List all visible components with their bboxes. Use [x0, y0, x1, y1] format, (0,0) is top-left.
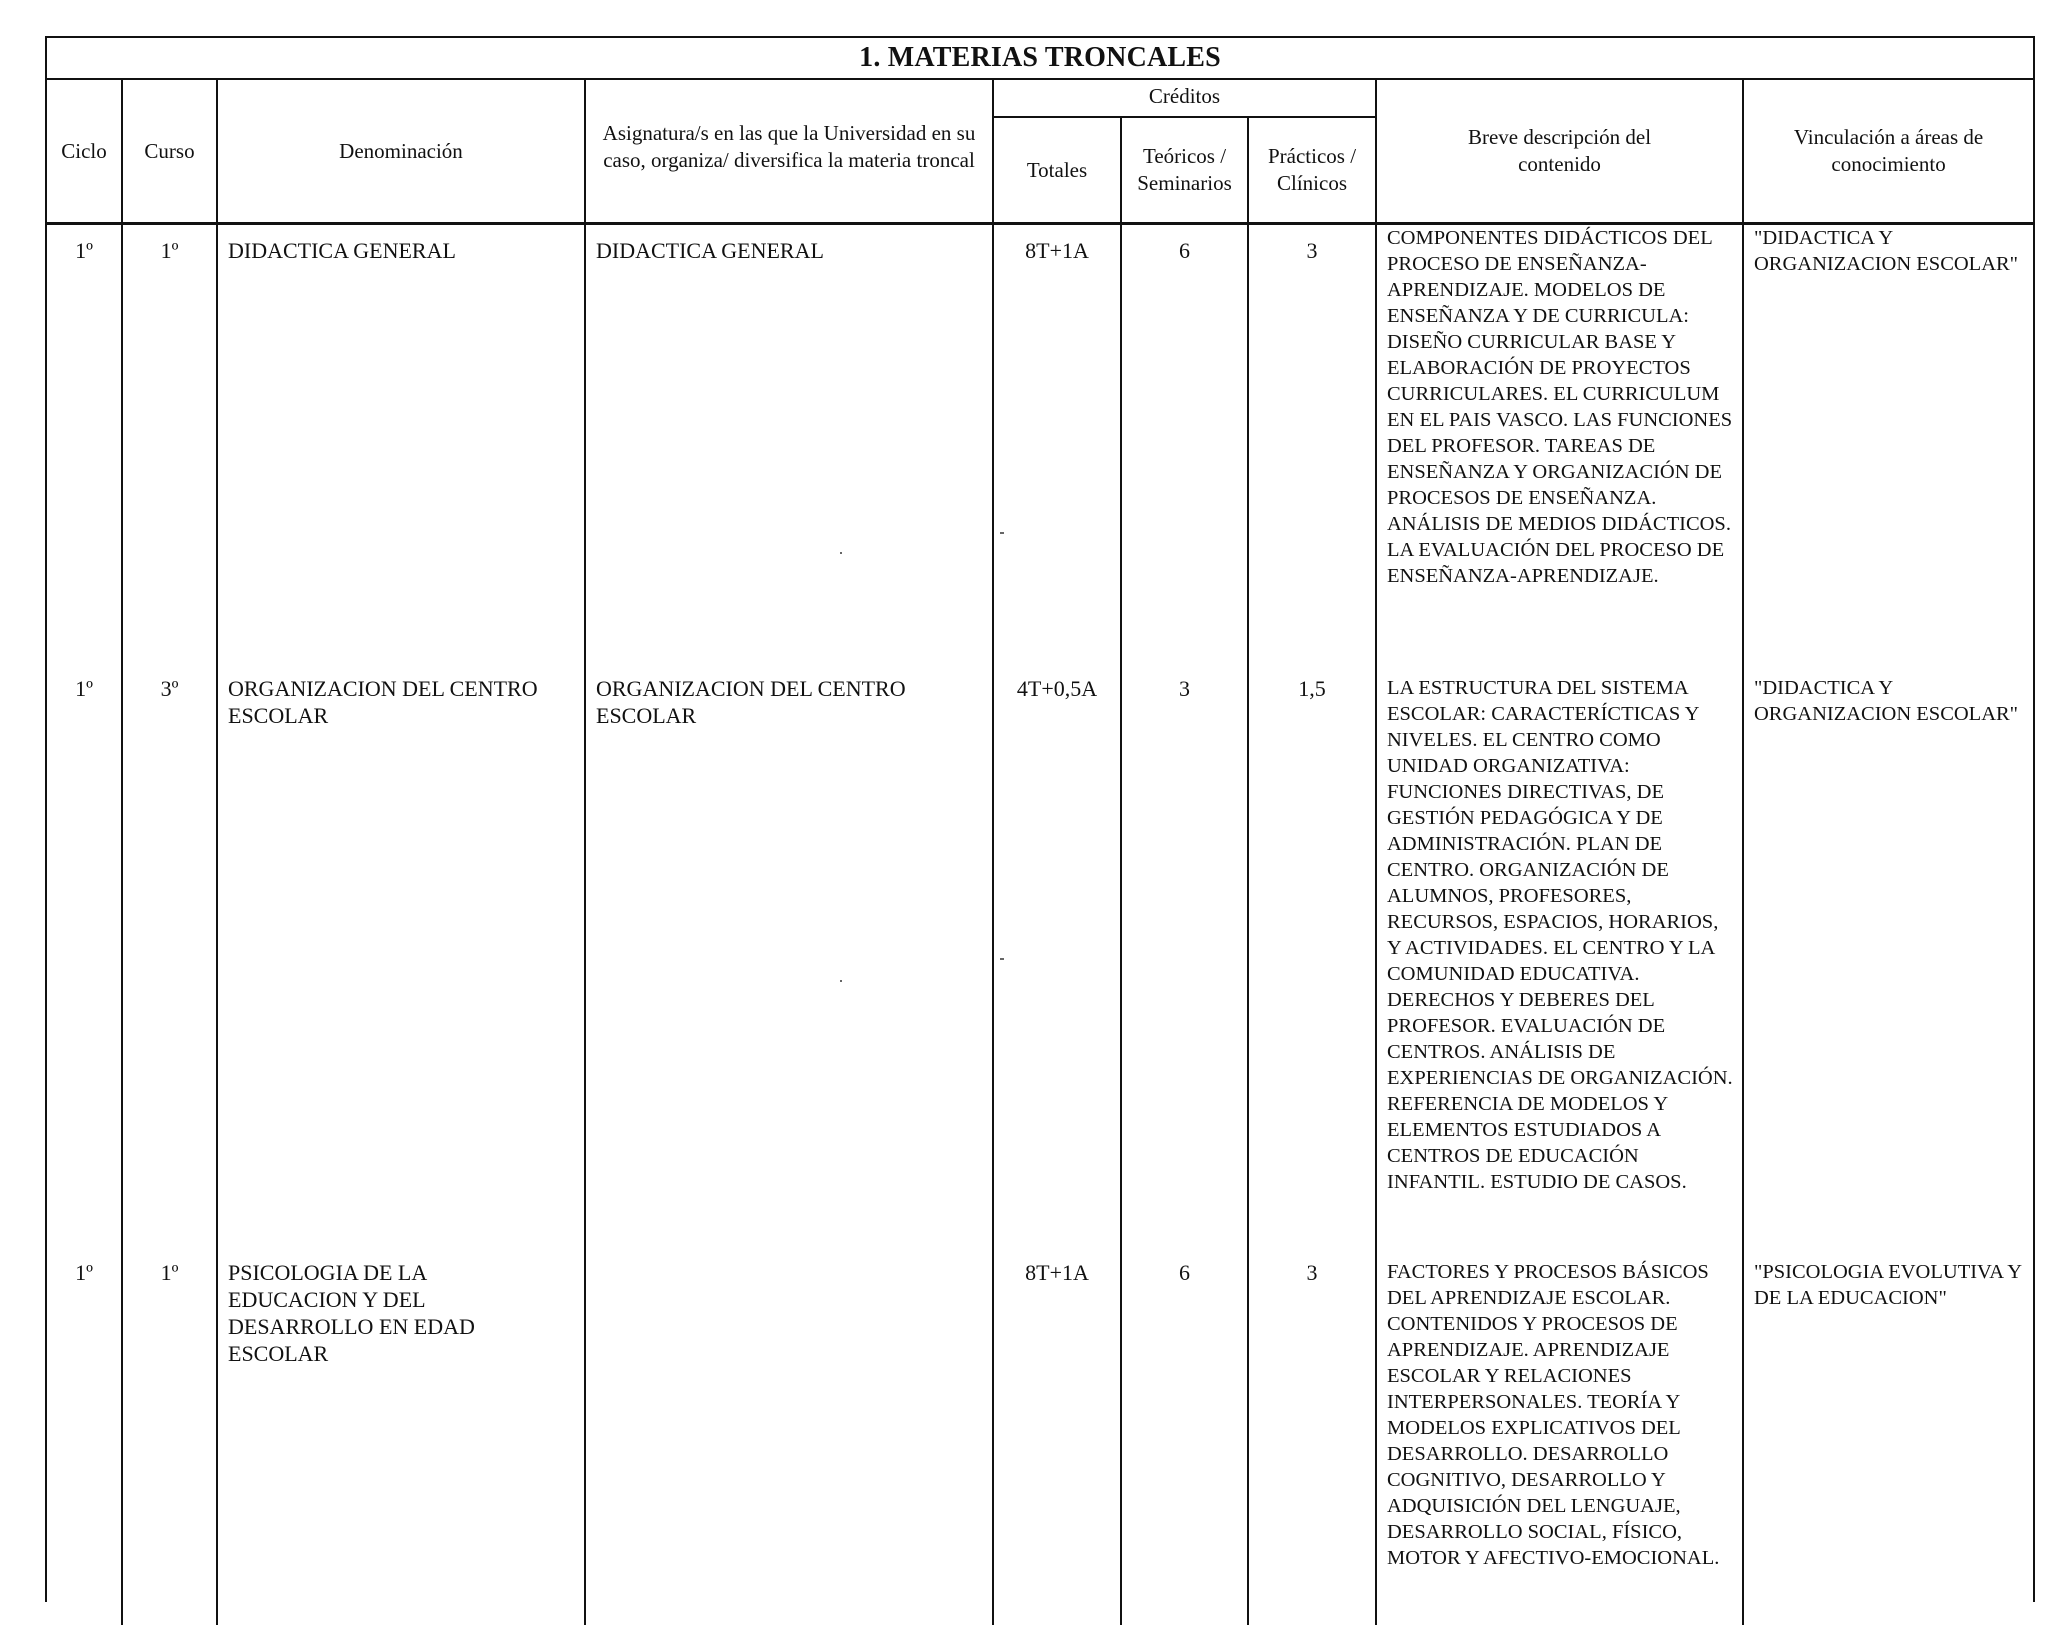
- header-curso: Curso: [122, 79, 217, 224]
- cell-curso: 3º: [122, 675, 217, 1251]
- cell-vinculacion: "DIDACTICA Y ORGANIZACION ESCOLAR": [1743, 224, 2033, 676]
- cell-practicos: 1,5: [1248, 675, 1376, 1251]
- header-descripcion: [1376, 79, 1743, 224]
- cell-descripcion: COMPONENTES DIDÁCTICOS DEL PROCESO DE ENSEÑANZA-APRENDIZAJE. MODELOS DE ENSEÑANZA Y DE CURRICULA: DISEÑO CURRICULAR BASE Y ELABORACIÓN DE PROYECTOS CURRICULARES. EL CURRICULUM EN EL PAIS VASCO. LAS FUNCIONES DEL PROFESOR. TAREAS DE ENSEÑANZA Y ORGANIZACIÓN DE PROCESOS DE ENSEÑANZA. ANÁLISIS DE MEDIOS DIDÁCTICOS. LA EVALUACIÓN DEL PROCESO DE ENSEÑANZA-APRENDIZAJE.: [1376, 224, 1743, 676]
- header-practicos: [1248, 117, 1376, 224]
- header-asignatura: [585, 79, 993, 224]
- cell-asignatura: DIDACTICA GENERAL: [585, 224, 993, 676]
- header-ciclo: Ciclo: [47, 79, 122, 224]
- table-row: [47, 1251, 2033, 1625]
- header-creditos: Créditos: [993, 79, 1376, 117]
- table-row: [47, 675, 2033, 1251]
- header-denominacion: Denominación: [217, 79, 585, 224]
- cell-totales: 8T+1A: [993, 224, 1121, 676]
- cell-practicos: 3: [1248, 1251, 1376, 1625]
- header-descripcion-text: Breve descripción del contenido: [1467, 125, 1652, 176]
- scan-speck: [840, 980, 842, 982]
- cell-curso: 1º: [122, 224, 217, 676]
- scan-speck: [1000, 532, 1004, 534]
- scan-speck: [840, 552, 842, 554]
- cell-ciclo: 1º: [75, 1260, 93, 1285]
- cell-practicos: 3: [1248, 224, 1376, 676]
- cell-vinculacion: "DIDACTICA Y ORGANIZACION ESCOLAR": [1743, 675, 2033, 1251]
- cell-totales: 8T+1A: [993, 1251, 1121, 1625]
- table-row: [47, 224, 2033, 676]
- scan-speck: [1000, 958, 1004, 960]
- cell-descripcion: FACTORES Y PROCESOS BÁSICOS DEL APRENDIZAJE ESCOLAR. CONTENIDOS Y PROCESOS DE APRENDIZAJE. APRENDIZAJE ESCOLAR Y RELACIONES INTERPERSONALES. TEORÍA Y MODELOS EXPLICATIVOS DEL DESARROLLO. DESARROLLO COGNITIVO, DESARROLLO Y ADQUISICIÓN DEL LENGUAJE, DESARROLLO SOCIAL, FÍSICO, MOTOR Y AFECTIVO-EMOCIONAL.: [1376, 1251, 1743, 1625]
- cell-vinculacion: "PSICOLOGIA EVOLUTIVA Y DE LA EDUCACION": [1743, 1251, 2033, 1625]
- cell-denominacion: DIDACTICA GENERAL: [217, 224, 585, 676]
- cell-curso: 1º: [122, 1251, 217, 1625]
- cell-teoricos: 6: [1121, 224, 1248, 676]
- cell-asignatura: [585, 1251, 993, 1625]
- materias-table: [47, 38, 2033, 1625]
- cell-ciclo: 1º: [75, 238, 93, 263]
- header-asignatura-text: Asignatura/s en las que la Universidad en su caso, organiza/ diversifica la materia troncal: [602, 121, 976, 172]
- header-vinculacion-text: Vinculación a áreas de conocimiento: [1793, 125, 1984, 176]
- header-totales: Totales: [993, 117, 1121, 224]
- table-title: 1. MATERIAS TRONCALES: [47, 38, 2033, 79]
- cell-teoricos: 3: [1121, 675, 1248, 1251]
- cell-denominacion: ORGANIZACION DEL CENTRO ESCOLAR: [217, 675, 585, 1251]
- cell-denominacion: PSICOLOGIA DE LA EDUCACION Y DEL DESARROLLO EN EDAD ESCOLAR: [217, 1251, 585, 1625]
- header-vinculacion: [1743, 79, 2033, 224]
- cell-teoricos: 6: [1121, 1251, 1248, 1625]
- cell-ciclo: 1º: [75, 676, 93, 701]
- cell-totales: 4T+0,5A: [993, 675, 1121, 1251]
- materias-troncales-sheet: [45, 36, 2035, 1602]
- header-teoricos: [1121, 117, 1248, 224]
- cell-asignatura: ORGANIZACION DEL CENTRO ESCOLAR: [585, 675, 993, 1251]
- header-teoricos-text: Teóricos / Seminarios: [1137, 144, 1232, 195]
- header-practicos-text: Prácticos / Clínicos: [1267, 144, 1357, 195]
- cell-descripcion: LA ESTRUCTURA DEL SISTEMA ESCOLAR: CARACTERÍCTICAS Y NIVELES. EL CENTRO COMO UNIDAD ORGANIZATIVA: FUNCIONES DIRECTIVAS, DE GESTIÓN PEDAGÓGICA Y DE ADMINISTRACIÓN. PLAN DE CENTRO. ORGANIZACIÓN DE ALUMNOS, PROFESORES, RECURSOS, ESPACIOS, HORARIOS, Y ACTIVIDADES. EL CENTRO Y LA COMUNIDAD EDUCATIVA. DERECHOS Y DEBERES DEL PROFESOR. EVALUACIÓN DE CENTROS. ANÁLISIS DE EXPERIENCIAS DE ORGANIZACIÓN. REFERENCIA DE MODELOS Y ELEMENTOS ESTUDIADOS A CENTROS DE EDUCACIÓN INFANTIL. ESTUDIO DE CASOS.: [1376, 675, 1743, 1251]
